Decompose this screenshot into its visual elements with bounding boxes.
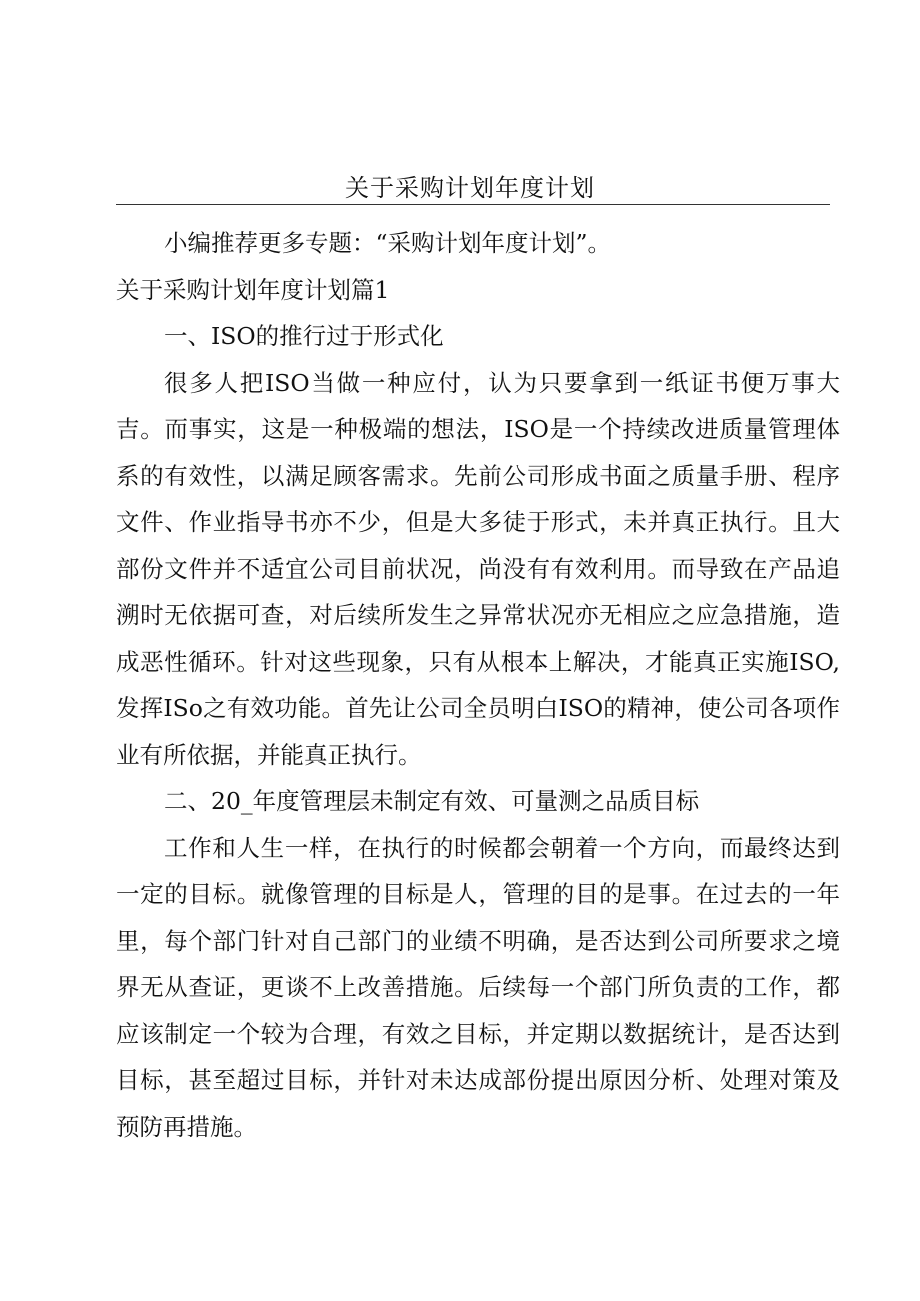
section2-paragraph: 工作和人生一样，在执行的时候都会朝着一个方向，而最终达到一定的目标。就像管理的目标是人，管理的目的是事。在过去的一年里，每个部门针对自己部门的业绩不明确，是否达到公司所要求之境界无从查证，更谈不上改善措施。后续每一个部门所负责的工作，都应该制定一个较为合理，有效之目标，并定期以数据统计，是否达到目标，甚至超过目标，并针对未达成部份提出原因分析、处理对策及预防再措施。 <box>116 833 840 1141</box>
section1-heading: 一、ISO的推行过于形式化 <box>164 322 444 350</box>
document-body <box>116 220 840 1150</box>
document-title: 关于采购计划年度计划 <box>345 174 595 202</box>
section2-heading: 二、20_年度管理层未制定有效、可量测之品质目标 <box>164 787 700 815</box>
article-heading: 关于采购计划年度计划篇1 <box>116 275 390 304</box>
intro-paragraph: 小编推荐更多专题：“采购计划年度计划”。 <box>164 229 612 257</box>
title-underline <box>116 204 830 205</box>
section1-paragraph: 很多人把ISO当做一种应付，认为只要拿到一纸证书便万事大吉。而事实，这是一种极端的想法，ISO是一个持续改进质量管理体系的有效性，以满足顾客需求。先前公司形成书面之质量手册、程序文件、作业指导书亦不少，但是大多徒于形式，未并真正执行。且大部份文件并不适宜公司目前状况，尚没有有效利用。而导致在产品追溯时无依据可查，对后续所发生之异常状况亦无相应之应急措施，造成恶性循环。针对这些现象，只有从根本上解决，才能真正实施ISO,发挥ISo之有效功能。首先让公司全员明白ISO的精神，使公司各项作业有所依据，并能真正执行。 <box>116 368 840 769</box>
